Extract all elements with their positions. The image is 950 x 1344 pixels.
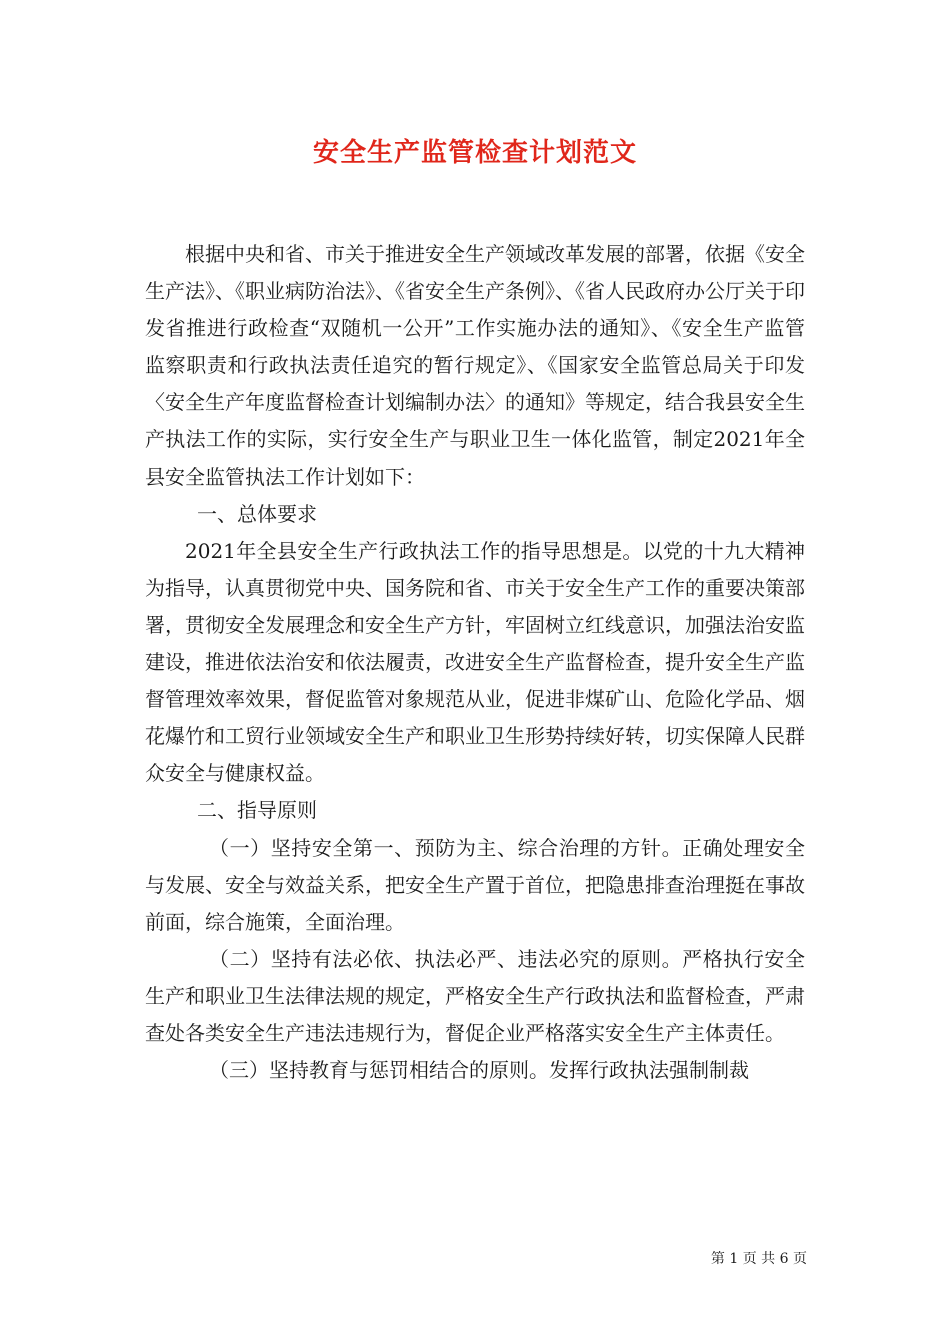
section-heading-guiding-principles: 二、指导原则 xyxy=(197,798,317,823)
principle-item-1: （一）坚持安全第一、预防为主、综合治理的方针。正确处理安全与发展、安全与效益关系，把安全生产置于首位，把隐患排查治理挺在事故前面，综合施策，全面治理。 xyxy=(145,835,805,934)
document-body xyxy=(145,236,805,1089)
principle-item-3: （三）坚持教育与惩罚相结合的原则。发挥行政执法强制制裁 xyxy=(209,1058,749,1083)
section-heading-general-requirements: 一、总体要求 xyxy=(197,501,317,526)
principle-item-2: （二）坚持有法必依、执法必严、违法必究的原则。严格执行安全生产和职业卫生法律法规的规定，严格安全生产行政执法和监督检查，严肃查处各类安全生产违法违规行为，督促企业严格落实安全生产主体责任。 xyxy=(145,946,805,1045)
general-requirements-paragraph: 2021年全县安全生产行政执法工作的指导思想是。以党的十九大精神为指导，认真贯彻党中央、国务院和省、市关于安全生产工作的重要决策部署，贯彻安全发展理念和安全生产方针，牢固树立红线意识，加强法治安监建设，推进依法治安和依法履责，改进安全生产监督检查，提升安全生产监督管理效率效果，督促监管对象规范从业，促进非煤矿山、危险化学品、烟花爆竹和工贸行业领域安全生产和职业卫生形势持续好转，切实保障人民群众安全与健康权益。 xyxy=(145,538,805,786)
document-title: 安全生产监管检查计划范文 xyxy=(312,138,637,168)
page-number-footer: 第 1 页 共 6 页 xyxy=(710,1251,807,1267)
intro-paragraph: 根据中央和省、市关于推进安全生产领域改革发展的部署，依据《安全生产法》、《职业病防治法》、《省安全生产条例》、《省人民政府办公厅关于印发省推进行政检查“双随机一公开”工作实施办法的通知》、《安全生产监管监察职责和行政执法责任追究的暂行规定》、《国家安全监管总局关于印发〈安全生产年度监督检查计划编制办法〉的通知》等规定，结合我县安全生产执法工作的实际，实行安全生产与职业卫生一体化监管，制定2021年全县安全监管执法工作计划如下： xyxy=(145,242,805,489)
